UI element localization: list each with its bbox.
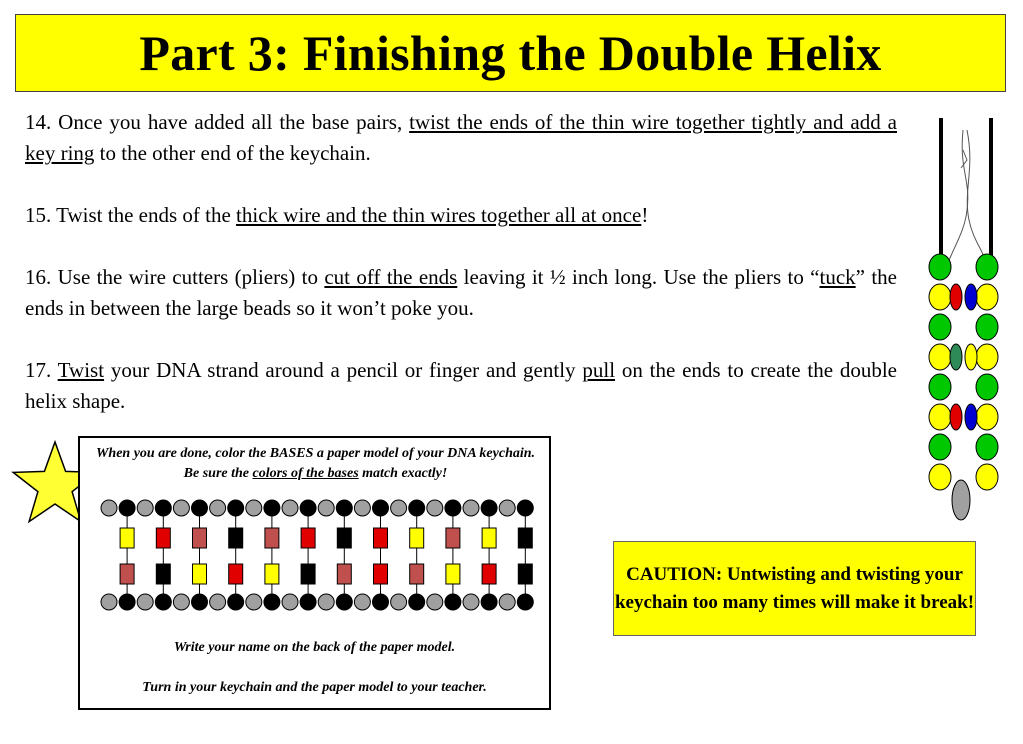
phosphate-sugar-bead (318, 500, 334, 516)
base-red (229, 564, 243, 584)
base-red (374, 564, 388, 584)
phosphate-sugar-bead (318, 594, 334, 610)
phosphate-sugar-bead (463, 594, 479, 610)
bead-green (976, 254, 998, 280)
step-text: leaving it ½ inch long. Use the pliers to “ (457, 265, 820, 289)
bead-red (950, 404, 962, 430)
phosphate-sugar-bead (373, 594, 389, 610)
phosphate-sugar-bead (155, 594, 171, 610)
steps-list (25, 107, 897, 417)
phosphate-sugar-bead (228, 594, 244, 610)
phosphate-sugar-bead (499, 500, 515, 516)
step-17 (25, 355, 897, 417)
bead-green (976, 374, 998, 400)
base-black (518, 528, 532, 548)
phosphate-sugar-bead (463, 500, 479, 516)
phosphate-sugar-bead (391, 594, 407, 610)
phosphate-sugar-bead (173, 500, 189, 516)
base-red (482, 564, 496, 584)
phosphate-sugar-bead (119, 500, 135, 516)
phosphate-sugar-bead (264, 594, 280, 610)
base-yellow (193, 564, 207, 584)
base-brown (337, 564, 351, 584)
phosphate-sugar-bead (155, 500, 171, 516)
base-red (156, 528, 170, 548)
phosphate-sugar-bead (210, 500, 226, 516)
base-yellow (410, 528, 424, 548)
keychain-illustration (905, 110, 1015, 525)
bead-yellow (976, 464, 998, 490)
paper-model-box (78, 436, 551, 710)
step-14 (25, 107, 897, 169)
base-red (301, 528, 315, 548)
phosphate-sugar-bead (246, 500, 262, 516)
base-black (337, 528, 351, 548)
phosphate-sugar-bead (391, 500, 407, 516)
bead-green (976, 434, 998, 460)
step-16 (25, 262, 897, 324)
model-instructions (88, 444, 543, 484)
step-text: 14. Once you have added all the base pairs, (25, 110, 410, 134)
bead-yellow (929, 284, 951, 310)
phosphate-sugar-bead (499, 594, 515, 610)
base-brown (446, 528, 460, 548)
phosphate-sugar-bead (517, 500, 533, 516)
phosphate-sugar-bead (137, 500, 153, 516)
base-brown (410, 564, 424, 584)
bead-blue (965, 404, 977, 430)
phosphate-sugar-bead (409, 500, 425, 516)
base-black (229, 528, 243, 548)
bead-yellow (965, 344, 977, 370)
phosphate-sugar-bead (300, 594, 316, 610)
bead-yellow (929, 344, 951, 370)
bead-green (976, 314, 998, 340)
phosphate-sugar-bead (264, 500, 280, 516)
base-brown (120, 564, 134, 584)
base-yellow (482, 528, 496, 548)
step-15 (25, 200, 897, 231)
turn-in-note: Turn in your keychain and the paper model to your teacher. (142, 680, 487, 695)
phosphate-sugar-bead (445, 594, 461, 610)
phosphate-sugar-bead (282, 594, 298, 610)
bead-yellow (976, 344, 998, 370)
phosphate-sugar-bead (101, 594, 117, 610)
step-text: 15. Twist the ends of the (25, 203, 237, 227)
bead-red (950, 284, 962, 310)
phosphate-sugar-bead (373, 500, 389, 516)
step-text: your DNA strand around a pencil or finger and gently (104, 358, 583, 382)
phosphate-sugar-bead (246, 594, 262, 610)
phosphate-sugar-bead (445, 500, 461, 516)
phosphate-sugar-bead (228, 500, 244, 516)
phosphate-sugar-bead (517, 594, 533, 610)
step-emphasis: Twist (57, 358, 105, 382)
beads (929, 254, 998, 520)
step-emphasis: tuck (819, 265, 856, 289)
write-name-note: Write your name on the back of the paper model. (173, 640, 456, 655)
caution-text: CAUTION: Untwisting and twisting your keychain too many times will make it break! (614, 563, 975, 613)
phosphate-sugar-bead (354, 594, 370, 610)
bead-green (929, 374, 951, 400)
base-yellow (265, 564, 279, 584)
step-text: ! (641, 203, 649, 227)
instruction-text: When you are done, color the BASES a paper model of your DNA keychain. Be sure the (95, 446, 536, 481)
bead-dark-green (950, 344, 962, 370)
base-black (518, 564, 532, 584)
bead-blue (965, 284, 977, 310)
phosphate-sugar-bead (119, 594, 135, 610)
phosphate-sugar-bead (173, 594, 189, 610)
bead-green (929, 254, 951, 280)
step-emphasis: cut off the ends (324, 265, 458, 289)
base-brown (265, 528, 279, 548)
base-brown (193, 528, 207, 548)
thin-wire (947, 130, 968, 265)
phosphate-sugar-bead (192, 594, 208, 610)
step-text: to the other end of the keychain. (94, 141, 371, 165)
phosphate-sugar-bead (336, 500, 352, 516)
base-black (301, 564, 315, 584)
bead-green (929, 314, 951, 340)
phosphate-sugar-bead (192, 500, 208, 516)
step-text: ” the ends in between the large beads so it won’t poke you. (25, 265, 897, 320)
thin-wire (967, 130, 987, 265)
caution-box (613, 541, 976, 636)
step-text: on the ends to create the double helix shape. (25, 358, 898, 413)
bead-gray (952, 480, 970, 520)
step-text: 17. (25, 358, 58, 382)
phosphate-sugar-bead (137, 594, 153, 610)
step-emphasis: thick wire and the thin wires together all at once (236, 203, 642, 227)
instruction-emphasis: colors of the bases (252, 466, 359, 481)
phosphate-sugar-bead (101, 500, 117, 516)
phosphate-sugar-bead (481, 500, 497, 516)
phosphate-sugar-bead (336, 594, 352, 610)
dna-ladder-model (100, 498, 540, 614)
phosphate-sugar-bead (427, 500, 443, 516)
title-bar (15, 14, 1006, 92)
step-text: 16. Use the wire cutters (pliers) to (25, 265, 325, 289)
phosphate-sugar-bead (300, 500, 316, 516)
instruction-text: match exactly! (358, 466, 448, 481)
bead-yellow (976, 404, 998, 430)
base-black (156, 564, 170, 584)
phosphate-sugar-bead (427, 594, 443, 610)
phosphate-sugar-bead (210, 594, 226, 610)
phosphate-sugar-bead (354, 500, 370, 516)
base-red (374, 528, 388, 548)
base-yellow (120, 528, 134, 548)
phosphate-sugar-bead (409, 594, 425, 610)
step-emphasis: pull (582, 358, 616, 382)
bead-yellow (976, 284, 998, 310)
step-emphasis: twist the ends of the thin wire together tightly and add a key ring (25, 110, 897, 165)
phosphate-sugar-bead (481, 594, 497, 610)
base-yellow (446, 564, 460, 584)
page-title: Part 3: Finishing the Double Helix (139, 25, 882, 81)
bead-green (929, 434, 951, 460)
bead-yellow (929, 464, 951, 490)
phosphate-sugar-bead (282, 500, 298, 516)
bead-yellow (929, 404, 951, 430)
